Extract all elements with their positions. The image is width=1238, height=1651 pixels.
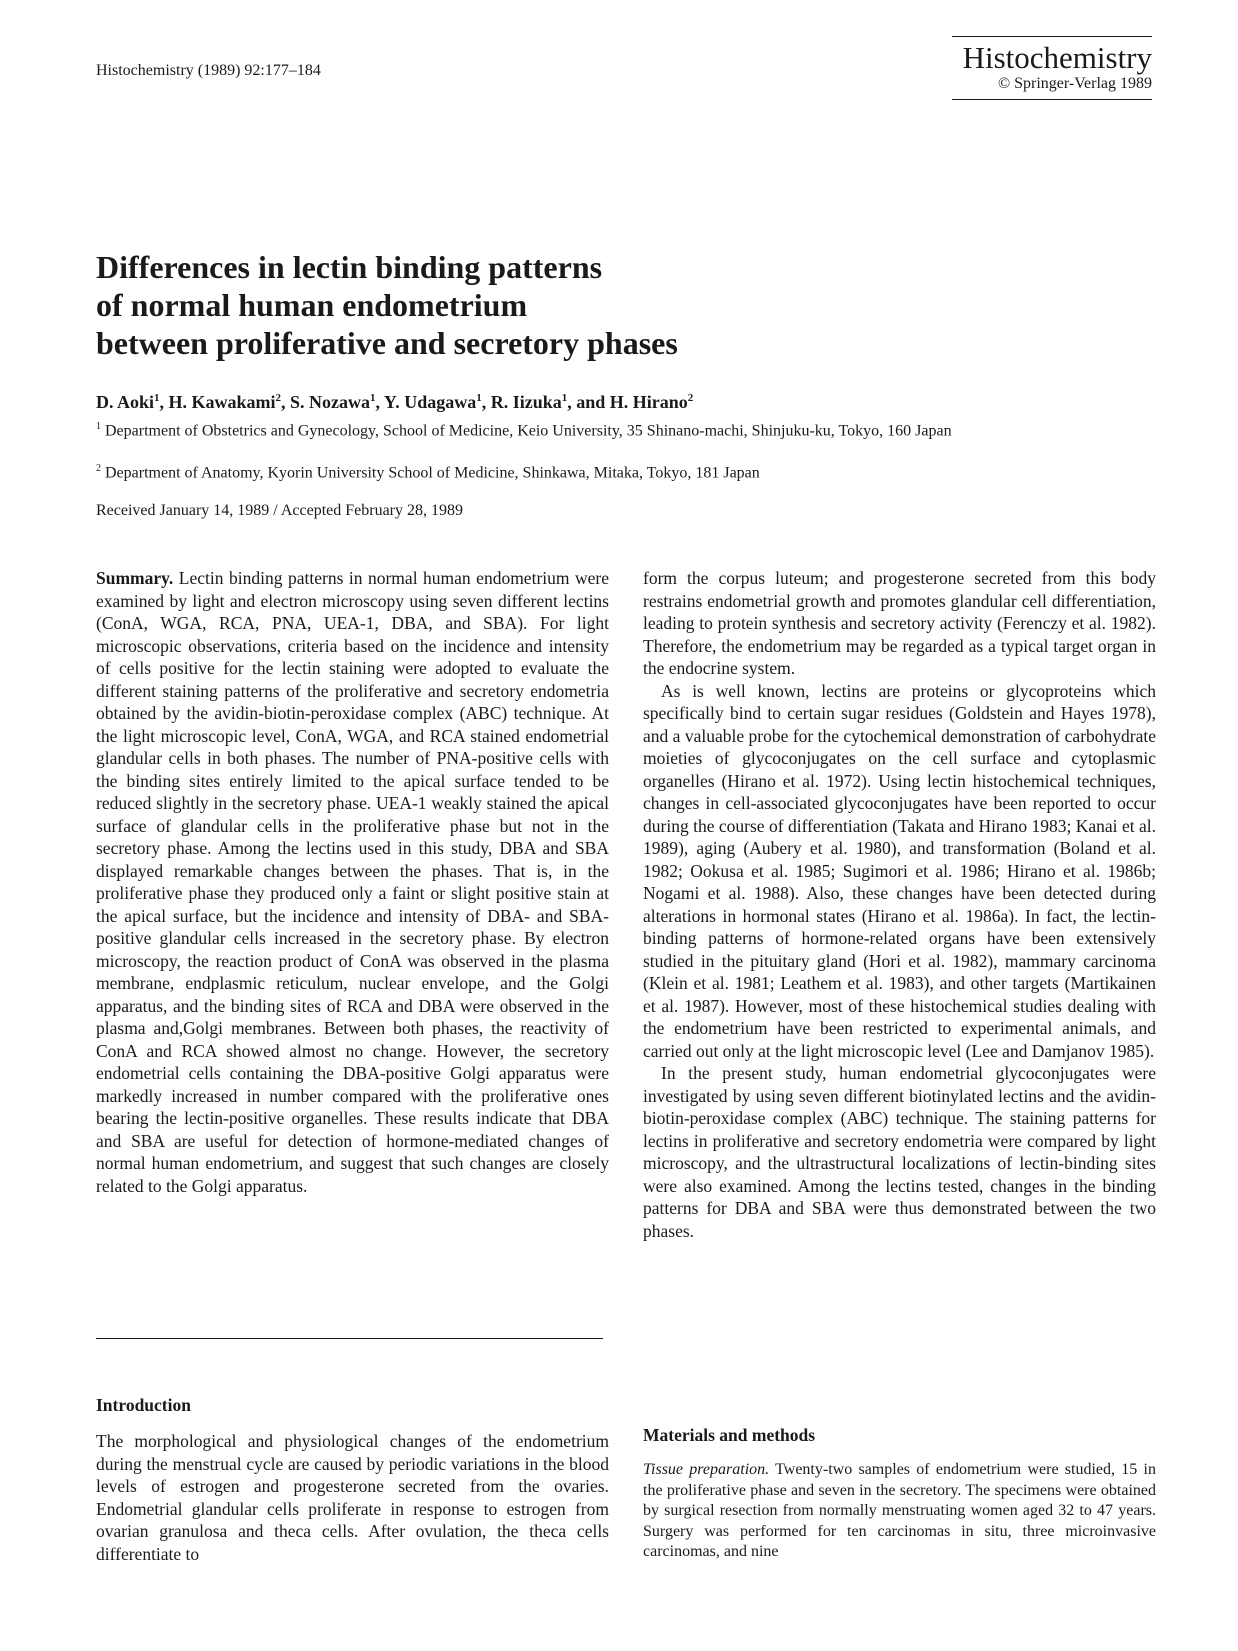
summary-lead: Summary.: [96, 568, 174, 588]
affiliation-2: [96, 458, 1146, 483]
introduction-paragraph-1-cont: form the corpus luteum; and progesterone secreted from this body restrains endometrial growth and promotes glandular cell differentiation, leading to protein synthesis and secretory activity (Ferenczy et al. 1982). Therefore, the endometrium may be regarded as a typical target organ in the endocrine system.: [643, 568, 1156, 678]
journal-name: Histochemistry: [962, 40, 1152, 75]
introduction-body-right: [643, 567, 1156, 1242]
author-affiliation-mark: 1: [561, 392, 568, 404]
methods-body: [643, 1460, 1156, 1563]
affiliation-mark: 1: [96, 421, 101, 432]
journal-copyright: © Springer-Verlag 1989: [997, 75, 1152, 92]
methods-text: Twenty-two samples of endometrium were studied, 15 in the proliferative phase and seven in the secretory. The specimens were obtained by surgical resection from normally menstruating women aged 32 to 47 years. Surgery was performed for ten carcinomas in situ, three microinvasive carcinomas, and nine: [643, 1461, 1156, 1560]
author-name: , and H. Hirano: [567, 392, 688, 412]
author-list: [96, 392, 693, 413]
author-name: D. Aoki: [96, 392, 155, 412]
title-line-2: of normal human endometrium: [96, 287, 528, 323]
author-affiliation-mark: 1: [154, 392, 160, 404]
received-dates: Received January 14, 1989 / Accepted February 28, 1989: [96, 502, 464, 519]
summary-paragraph: [96, 567, 609, 1197]
article-title: [96, 248, 996, 362]
author-name: , S. Nozawa: [281, 392, 371, 412]
introduction-paragraph-3: In the present study, human endometrial glycoconjugates were investigated by using seven different biotinylated lectins and the avidin-biotin-peroxidase complex (ABC) technique. The staining patterns for lectins in proliferative and secretory endometria were compared by light microscopy, and the ultrastructural localizations of lectin-binding sites were also examined. Among the lectins tested, changes in the binding patterns for DBA and SBA were thus demonstrated between the two phases.: [643, 1063, 1156, 1241]
masthead-top-rule: [952, 36, 1152, 37]
summary-text: Lectin binding patterns in normal human endometrium were examined by light and electron microscopy using seven different lectins (ConA, WGA, RCA, PNA, UEA-1, DBA, and SBA). For light microscopic observations, criteria based on the incidence and intensity of cells positive for the lectin staining were adopted to evaluate the different staining patterns of the proliferative and secretory endometria obtained by the avidin-biotin-peroxidase complex (ABC) technique. At the light microscopic level, ConA, WGA, and RCA stained endometrial glandular cells in both phases. The number of PNA-positive cells with the binding sites entirely limited to the apical surface tended to be reduced slightly in the secretory phase. UEA-1 weakly stained the apical surface of glandular cells in the proliferative phase but not in the secretory phase. Among the lectins used in this study, DBA and SBA displayed remarkable changes between the phases. That is, in the proliferative phase they produced only a faint or slight positive stain at the apical surface, but the incidence and intensity of DBA- and SBA-positive glandular cells increased in the secretory phase. By electron microscopy, the reaction product of ConA was observed in the plasma membrane, endplasmic reticulum, nuclear envelope, and the Golgi apparatus, and the binding sites of RCA and DBA were observed in the plasma and,Golgi membranes. Between both phases, the reactivity of ConA and RCA showed almost no change. However, the secretory endometrial cells containing the DBA-positive Golgi apparatus were markedly increased in number compared with the proliferative ones bearing the lectin-positive organelles. These results indicate that DBA and SBA are useful for detection of hormone-mediated changes of normal human endometrium, and suggest that such changes are closely related to the Golgi apparatus.: [96, 568, 609, 1196]
author-affiliation-mark: 2: [687, 392, 694, 404]
author-affiliation-mark: 2: [275, 392, 282, 404]
affiliation-1: [96, 416, 1146, 441]
affiliation-mark: 2: [96, 463, 101, 474]
author-name: , Y. Udagawa: [375, 392, 477, 412]
introduction-paragraph-2: As is well known, lectins are proteins or glycoproteins which specifically bind to certain sugar residues (Goldstein and Hayes 1978), and a valuable probe for the cytochemical demonstration of carbohydrate moieties of glycoconjugates on the cell surface and cytoplasmic organelles (Hirano et al. 1972). Using lectin histochemical techniques, changes in cell-associated glycoconjugates have been reported to occur during the course of differentiation (Takata and Hirano 1983; Kanai et al. 1989), aging (Aubery et al. 1980), and transformation (Boland et al. 1982; Ookusa et al. 1985; Sugimori et al. 1986; Hirano et al. 1986b; Nogami et al. 1988). Also, these changes have been detected during alterations in hormonal states (Hirano et al. 1986a). In fact, the lectin-binding patterns of hormone-related organs have been extensively studied in the pituitary gland (Hori et al. 1982), mammary carcinoma (Klein et al. 1981; Leathem et al. 1983), and other targets (Martikainen et al. 1987). However, most of these histochemical studies dealing with the endometrium have been restricted to experimental animals, and carried out only at the light microscopic level (Lee and Damjanov 1985).: [643, 680, 1156, 1061]
author-affiliation-mark: 1: [476, 392, 482, 404]
methods-paragraph: [643, 1460, 1156, 1563]
title-line-1: Differences in lectin binding patterns: [96, 249, 603, 285]
introduction-paragraph-1: The morphological and physiological changes of the endometrium during the menstrual cycle are caused by periodic variations in the blood levels of estrogen and progesterone secreted from the ovaries. Endometrial glandular cells proliferate in response to estrogen from ovarian granulosa and theca cells. After ovulation, the theca cells differentiate to: [96, 1431, 609, 1564]
summary-block: [96, 567, 609, 1197]
author-affiliation-mark: 1: [370, 392, 376, 404]
affiliation-text: Department of Anatomy, Kyorin University School of Medicine, Shinkawa, Mitaka, Tokyo, 181 Japan: [101, 464, 760, 482]
introduction-heading: Introduction: [96, 1395, 191, 1415]
title-line-3: between proliferative and secretory phases: [96, 325, 678, 361]
methods-lead: Tissue preparation.: [643, 1461, 770, 1478]
masthead-bottom-rule: [952, 99, 1152, 100]
affiliation-text: Department of Obstetrics and Gynecology, School of Medicine, Keio University, 35 Shinano-machi, Shinjuku-ku, Tokyo, 160 Japan: [101, 422, 952, 440]
author-name: , H. Kawakami: [159, 392, 276, 412]
introduction-body-left: [96, 1430, 609, 1565]
summary-separator: [96, 1338, 603, 1339]
journal-masthead: [952, 36, 1152, 100]
author-name: , R. Iizuka: [481, 392, 562, 412]
methods-heading: Materials and methods: [643, 1425, 816, 1445]
journal-citation: Histochemistry (1989) 92:177–184: [96, 62, 321, 79]
